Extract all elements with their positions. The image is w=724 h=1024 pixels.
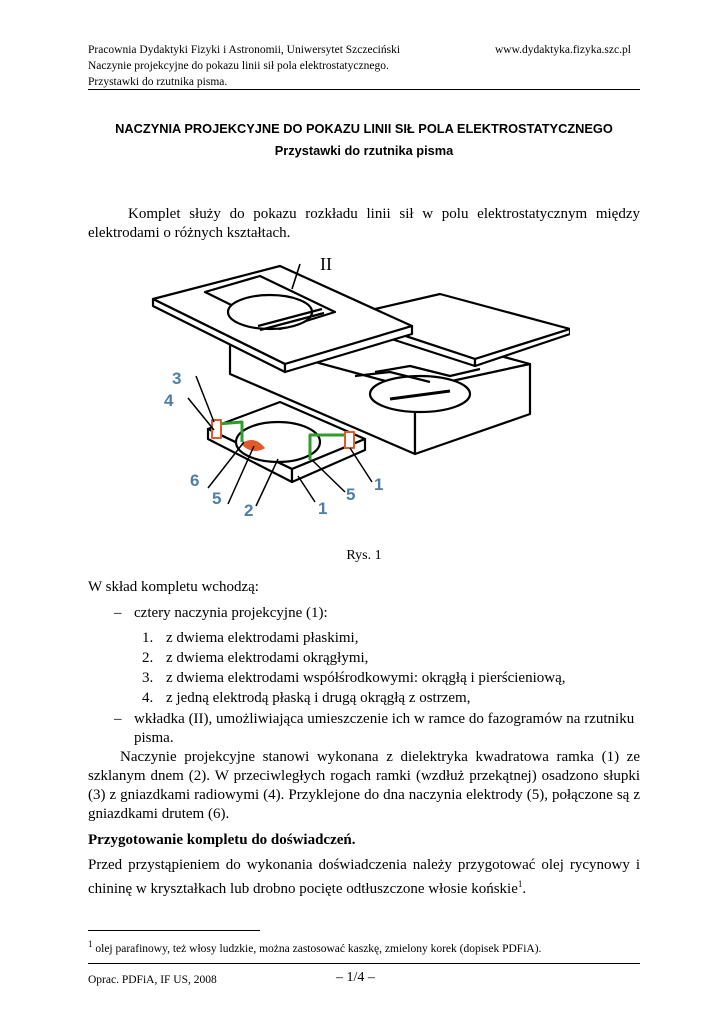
intro-text: Komplet służy do pokazu rozkładu linii sił w polu elektrostatycznym między elektrodami o różnych kształtach.	[88, 206, 640, 241]
footer-credit: Oprac. PDFiA, IF US, 2008	[88, 974, 217, 986]
footnote-divider	[88, 930, 260, 931]
label-3: 3	[172, 369, 182, 388]
list-item-text: z jedną elektrodą płaską i drugą okrągłą z ostrzem,	[166, 690, 471, 706]
footnote-text: olej parafinowy, też włosy ludzkie, można zastosować kaszkę, zmielony korek (dopisek PDFiA).	[92, 942, 542, 955]
header-website[interactable]: www.dydaktyka.fizyka.szc.pl	[495, 44, 631, 56]
label-2: 2	[244, 501, 254, 520]
bullet-2-text: wkładka (II), umożliwiająca umieszczenie ich w ramce do fazogramów na rzutniku pisma.	[134, 711, 635, 746]
header-left	[88, 42, 400, 90]
section-text: Przed przystąpieniem do wykonania doświadczenia należy przygotować olej rycynowy i chininę w kryształkach lub drobno pocięte odtłuszczone włosie końskie	[88, 857, 640, 897]
label-insert-II: II	[320, 254, 332, 274]
label-5a: 5	[212, 489, 222, 508]
list-item: 3. z dwiema elektrodami współśrodkowymi: okrągłą i pierścieniową,	[142, 670, 566, 686]
figure-caption: Rys. 1	[346, 548, 382, 563]
label-1b: 1	[374, 475, 384, 494]
description-text: Naczynie projekcyjne stanowi wykonana z dielektryka kwadratowa ramka (1) ze szklanym dnem (2). W przeciwległych rogach ramki (wzdłuż przekątnej) osadzono słupki (3) z gniazdkami radiowymi (4). Przyklejone do dna naczynia elektrody (5), połączone są z gniazdkami drutem (6).	[88, 749, 640, 822]
document-subtitle: Przystawki do rzutnika pisma	[274, 143, 454, 158]
document-title: NACZYNIA PROJEKCYJNE DO POKAZU LINII SIŁ POLA ELEKTROSTATYCZNEGO	[115, 121, 613, 136]
figure-diagram	[150, 254, 570, 529]
contents-bullet-1: – cztery naczynia projekcyjne (1):	[114, 605, 328, 621]
header-divider	[88, 89, 640, 90]
vessel-list	[142, 629, 642, 709]
section-paragraph	[88, 856, 640, 899]
list-item-text: z dwiema elektrodami współśrodkowymi: okrągłą i pierścieniową,	[166, 670, 566, 686]
footer-divider	[88, 963, 640, 964]
list-item: 2. z dwiema elektrodami okrągłymi,	[142, 650, 369, 666]
page-number: – 1/4 –	[336, 970, 375, 985]
list-item-text: z dwiema elektrodami okrągłymi,	[166, 650, 369, 666]
list-item: 1. z dwiema elektrodami płaskimi,	[142, 630, 359, 646]
list-item-text: z dwiema elektrodami płaskimi,	[166, 630, 359, 646]
label-6: 6	[190, 471, 200, 490]
list-item: 4. z jedną elektrodą płaską i drugą okrągłą z ostrzem,	[142, 690, 471, 706]
label-4: 4	[164, 391, 174, 410]
footnote-ref[interactable]: 1	[517, 879, 523, 889]
section-heading: Przygotowanie kompletu do doświadczeń.	[88, 832, 356, 848]
footnote	[88, 939, 541, 955]
section-text-end: .	[522, 881, 527, 897]
header-line-3: Przystawki do rzutnika pisma.	[88, 76, 228, 88]
header-line-2: Naczynie projekcyjne do pokazu linii sił pola elektrostatycznego.	[88, 60, 389, 72]
footnote-mark: 1	[88, 939, 93, 949]
contents-bullet-2: – wkładka (II), umożliwiająca umieszczenie ich w ramce do fazogramów na rzutniku pisma.	[114, 711, 635, 746]
label-5b: 5	[346, 485, 356, 504]
description-paragraph	[88, 748, 640, 824]
bullet-1-text: cztery naczynia projekcyjne (1):	[134, 605, 328, 621]
header-line-1: Pracownia Dydaktyki Fizyki i Astronomii, Uniwersytet Szczeciński	[88, 44, 401, 56]
intro-paragraph	[88, 205, 640, 243]
contents-lead: W skład kompletu wchodzą:	[88, 579, 259, 595]
label-1a: 1	[318, 499, 328, 518]
